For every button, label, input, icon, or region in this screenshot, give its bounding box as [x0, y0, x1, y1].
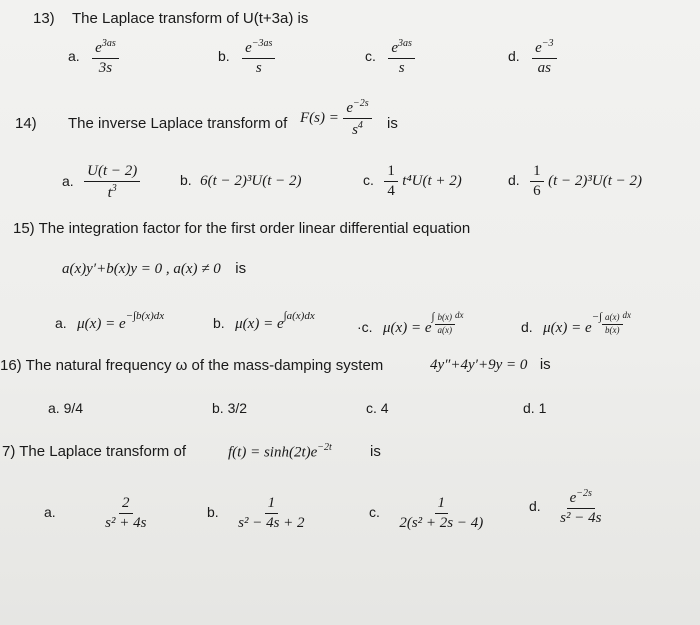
q15-text: 15) The integration factor for the first order linear differential equation [13, 220, 471, 237]
q15-equation: a(x)y′+b(x)y = 0 , a(x) ≠ 0 is [62, 260, 247, 277]
q13-text: The Laplace transform of U(t+3a) is [72, 10, 309, 27]
option-label: a. [62, 173, 74, 190]
exponent-fraction: $\frac{a(x)}{b(x)}$ [602, 313, 623, 336]
option-label: d. [521, 319, 533, 335]
q14-is: is [387, 115, 398, 132]
fraction: $\frac{e^{-3as}}{s}$ [242, 38, 275, 76]
option-label: c. [365, 48, 376, 65]
option-label: b. [207, 504, 219, 521]
q13-option-d[interactable] [508, 38, 557, 76]
q14-option-c[interactable]: c. $\frac{1}{4}$ t⁴U(t + 2) [363, 163, 462, 199]
fraction: $\frac{e^{-2s}}{\text{s² − 4s}}$ [560, 488, 602, 526]
q17-is: is [370, 443, 381, 460]
option-label: d. [508, 172, 520, 189]
q14-option-b[interactable]: b. 6(t − 2)³U(t − 2) [180, 172, 302, 189]
option-label: d. [508, 48, 520, 65]
option-label: ·c. [357, 319, 373, 335]
fraction: $\frac{1}{\text{2(s² + 2s − 4)}}$ [399, 495, 484, 531]
q17-option-d[interactable] [529, 488, 604, 526]
fraction: $\frac{e^{3as}}{3s}$ [92, 38, 119, 76]
q14-text: The inverse Laplace transform of [68, 115, 288, 132]
q16-option-a[interactable]: a. 9/4 [48, 400, 84, 416]
q16-option-d[interactable]: d. 1 [523, 400, 547, 416]
option-label: b. [213, 315, 225, 331]
q15-option-c[interactable]: ·c. μ(x) = e∫ $\frac{b(x)}{a(x)}$ $^{dx}$ [357, 310, 464, 336]
fraction: $\frac{1}{6}$ [530, 163, 544, 199]
option-label: a. [55, 315, 67, 331]
q15-option-b[interactable]: b. $\mu(x) = e^{\int a(x)dx}$ [213, 310, 315, 332]
exponent-fraction: $\frac{b(x)}{a(x)}$ [435, 313, 456, 336]
fraction: $\frac{e^{3as}}{s}$ [388, 38, 415, 76]
option-label: d. [529, 498, 541, 515]
q17-option-c[interactable] [369, 495, 486, 531]
q17-text: 7) The Laplace transform of [2, 443, 186, 460]
q16-equation: 4y″+4y′+9y = 0 is [430, 356, 551, 373]
fraction: $\frac{1}{\text{s² − 4s + 2}}$ [238, 495, 305, 531]
fraction: $\frac{U(t - 2)}{t^3}$ [84, 163, 140, 201]
fraction: $\frac{e^{-3}}{as}$ [532, 38, 556, 76]
q14-option-a[interactable] [62, 163, 140, 201]
option-label: a. [44, 504, 56, 521]
option-label: c. [369, 504, 380, 521]
q15-option-a[interactable]: a. $\mu(x) = e^{-\int b(x)dx}$ [55, 310, 165, 332]
q17-function: $f(t) = \sinh(2t)e^{-2t}$ [228, 442, 332, 461]
q14-number: 14) [15, 115, 37, 132]
q17-option-b[interactable] [207, 495, 308, 531]
fraction: $\frac{e^{-2s}}{s^4}$ [343, 98, 371, 138]
q14-option-d[interactable]: d. $\frac{1}{6}$ (t − 2)³U(t − 2) [508, 163, 642, 199]
option-label: a. [68, 48, 80, 65]
q13-number: 13) [33, 10, 55, 27]
q16-text: 16) The natural frequency ω of the mass-damping system [0, 357, 384, 374]
option-label: b. [218, 48, 230, 65]
q16-option-b[interactable]: b. 3/2 [212, 400, 248, 416]
option-label: b. [180, 172, 192, 188]
q13-option-c[interactable] [365, 38, 415, 76]
q13-option-a[interactable] [68, 38, 119, 76]
q16-option-c[interactable]: c. 4 [366, 400, 389, 416]
q15-option-d[interactable]: d. μ(x) = e−∫ $\frac{a(x)}{b(x)}$ $^{dx}$ [521, 310, 632, 336]
fraction: $\frac{1}{4}$ [384, 163, 398, 199]
q14-function: F(s) = $\frac{e^{-2s}}{s^4}$ [300, 98, 372, 138]
fraction: $\frac{2}{\text{s² + 4s}}$ [105, 495, 147, 531]
q17-option-a[interactable] [44, 495, 149, 531]
q13-option-b[interactable] [218, 38, 275, 76]
option-label: c. [363, 172, 374, 189]
